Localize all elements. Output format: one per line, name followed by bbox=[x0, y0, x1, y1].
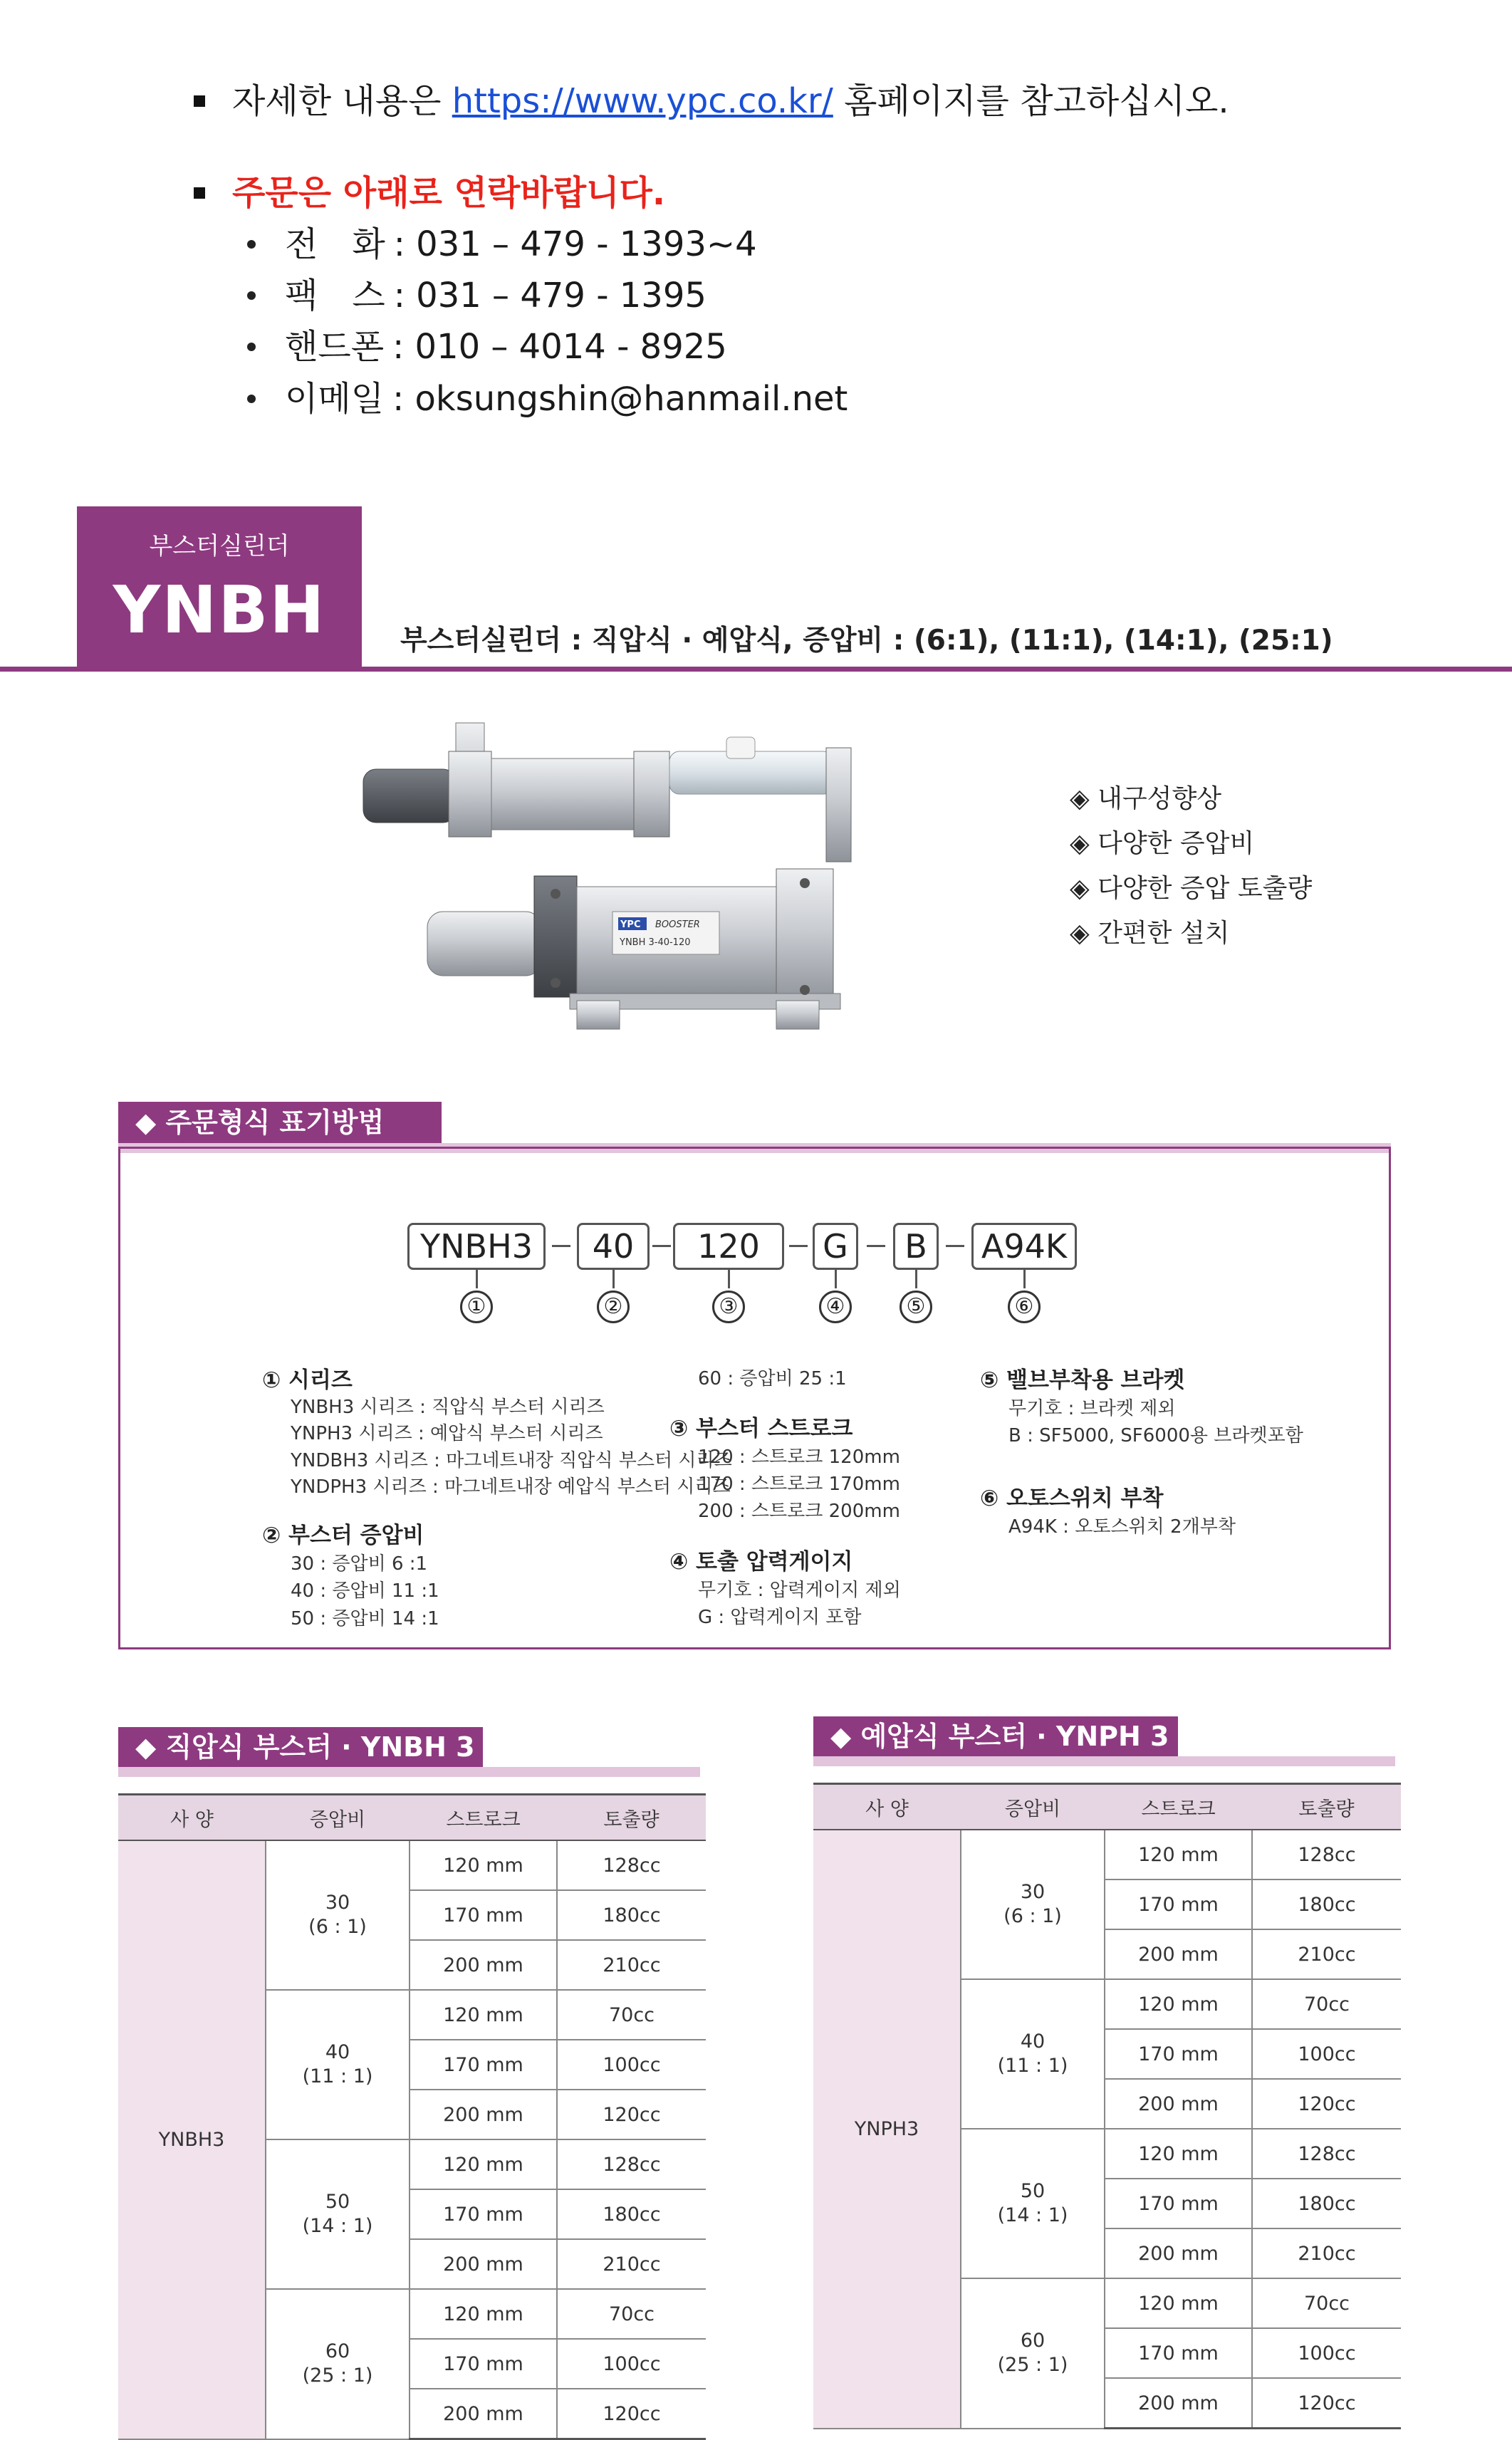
ratio-item: 50 : 증압비 14 :1 bbox=[291, 1608, 439, 1630]
code-part-number: ⑥ bbox=[1008, 1291, 1041, 1323]
contact-label: 팩 스 bbox=[285, 276, 385, 316]
code-separator-dash bbox=[652, 1245, 671, 1247]
round-bullet-icon bbox=[247, 395, 256, 403]
code-connector-line bbox=[612, 1270, 615, 1288]
output-volume-cell: 100cc bbox=[1252, 2328, 1401, 2378]
bracket-heading: ⑤ 밸브부착용 브라켓 bbox=[980, 1367, 1185, 1393]
series-item: YNDPH3 시리즈 : 마그네트내장 예압식 부스터 시리즈 bbox=[291, 1476, 731, 1498]
model-cell: YNPH3 bbox=[813, 1830, 961, 2429]
contact-label: 이메일 bbox=[285, 379, 385, 419]
stroke-cell: 170 mm bbox=[1105, 1879, 1252, 1929]
code-part-number: ⑤ bbox=[900, 1291, 932, 1323]
header-divider bbox=[0, 667, 1512, 672]
switch-heading: ⑥ 오토스위치 부착 bbox=[980, 1486, 1164, 1511]
column-header: 토출량 bbox=[557, 1795, 706, 1841]
column-header: 사 양 bbox=[118, 1795, 266, 1841]
column-header: 증압비 bbox=[961, 1784, 1105, 1830]
stroke-cell: 200 mm bbox=[410, 1940, 557, 1990]
stroke-cell: 170 mm bbox=[410, 1890, 557, 1940]
feature-item: ◈ 다양한 증압비 bbox=[1070, 829, 1255, 858]
round-bullet-icon bbox=[247, 291, 256, 300]
ratio-cell bbox=[266, 2289, 410, 2439]
ratio-fraction: (14 : 1) bbox=[302, 2215, 373, 2237]
preload-booster-title-bar bbox=[813, 1756, 1395, 1766]
product-description: 부스터실린더 : 직압식 · 예압식, 증압비 : (6:1), (11:1), (14:1), (25:1) bbox=[400, 625, 1333, 657]
code-connector-line bbox=[476, 1270, 478, 1288]
switch-item: A94K : 오토스위치 2개부착 bbox=[1008, 1516, 1236, 1538]
ratio-cell bbox=[961, 2278, 1105, 2429]
preload-booster-table bbox=[813, 1783, 1401, 2429]
contact-item bbox=[285, 377, 848, 420]
model-cell: YNBH3 bbox=[118, 1840, 266, 2439]
ratio-value: 40 bbox=[1020, 2030, 1046, 2053]
stroke-cell: 170 mm bbox=[1105, 2179, 1252, 2228]
stroke-cell: 120 mm bbox=[1105, 2129, 1252, 2179]
code-part-box: A94K bbox=[971, 1223, 1077, 1270]
stroke-cell: 200 mm bbox=[410, 2389, 557, 2439]
stroke-cell: 120 mm bbox=[410, 2139, 557, 2189]
output-volume-cell: 70cc bbox=[557, 2289, 706, 2339]
output-volume-cell: 128cc bbox=[557, 2139, 706, 2189]
contact-item bbox=[285, 325, 727, 368]
stroke-cell: 170 mm bbox=[410, 2339, 557, 2389]
ratio-value: 60 bbox=[1020, 2330, 1046, 2352]
table-header-row bbox=[118, 1795, 706, 1841]
direct-booster-title-bar bbox=[118, 1767, 700, 1777]
output-volume-cell: 128cc bbox=[557, 1840, 706, 1890]
table-row bbox=[118, 1840, 706, 1890]
column-header: 증압비 bbox=[266, 1795, 410, 1841]
output-volume-cell: 70cc bbox=[1252, 2278, 1401, 2328]
stroke-cell: 200 mm bbox=[1105, 2378, 1252, 2429]
output-volume-cell: 120cc bbox=[1252, 2079, 1401, 2129]
code-separator-dash bbox=[552, 1245, 570, 1247]
category-label: 부스터실린더 bbox=[149, 532, 290, 561]
code-part-box: B bbox=[893, 1223, 939, 1270]
stroke-cell: 170 mm bbox=[1105, 2029, 1252, 2079]
stroke-cell: 170 mm bbox=[410, 2040, 557, 2090]
contact-value: : 010 – 4014 - 8925 bbox=[392, 327, 727, 367]
series-item: YNDBH3 시리즈 : 마그네트내장 직압식 부스터 시리즈 bbox=[291, 1450, 732, 1471]
table-header-row bbox=[813, 1784, 1401, 1830]
round-bullet-icon bbox=[247, 240, 256, 249]
ratio-fraction: (6 : 1) bbox=[1003, 1905, 1062, 1927]
column-header: 스트로크 bbox=[1105, 1784, 1252, 1830]
ratio-item: 30 : 증압비 6 :1 bbox=[291, 1553, 428, 1575]
homepage-link[interactable]: https://www.ypc.co.kr/ bbox=[452, 81, 833, 121]
column-header: 사 양 bbox=[813, 1784, 961, 1830]
contact-value: : 031 – 479 - 1395 bbox=[393, 276, 707, 316]
column-header: 토출량 bbox=[1252, 1784, 1401, 1830]
output-volume-cell: 210cc bbox=[1252, 2228, 1401, 2278]
code-part-box: 40 bbox=[577, 1223, 650, 1270]
gauge-item: G : 압력게이지 포함 bbox=[698, 1607, 862, 1628]
output-volume-cell: 100cc bbox=[557, 2339, 706, 2389]
ratio-cell bbox=[961, 1830, 1105, 1979]
code-separator-dash bbox=[789, 1245, 808, 1247]
order-notice: 주문은 아래로 연락바랍니다. bbox=[232, 173, 666, 213]
ratio-cell bbox=[961, 1979, 1105, 2129]
direct-booster-table bbox=[118, 1793, 706, 2440]
ratio-fraction: (25 : 1) bbox=[302, 2365, 373, 2387]
direct-booster-title: ◆ 직압식 부스터 · YNBH 3 bbox=[118, 1727, 483, 1767]
contact-value: : oksungshin@hanmail.net bbox=[392, 379, 848, 419]
reference-prefix: 자세한 내용은 bbox=[232, 81, 442, 121]
output-volume-cell: 128cc bbox=[1252, 1830, 1401, 1879]
ratio-cell bbox=[266, 1840, 410, 1990]
ratio-fraction: (14 : 1) bbox=[997, 2204, 1068, 2226]
contact-item bbox=[285, 223, 757, 266]
ratio-fraction: (11 : 1) bbox=[302, 2065, 373, 2087]
output-volume-cell: 70cc bbox=[557, 1990, 706, 2040]
output-volume-cell: 180cc bbox=[1252, 2179, 1401, 2228]
round-bullet-icon bbox=[247, 343, 256, 351]
ratio-value: 40 bbox=[325, 2041, 350, 2063]
bracket-item: 무기호 : 브라켓 제외 bbox=[1008, 1398, 1176, 1419]
ratio-heading: ② 부스터 증압비 bbox=[262, 1523, 424, 1548]
output-volume-cell: 210cc bbox=[557, 1940, 706, 1990]
output-volume-cell: 100cc bbox=[557, 2040, 706, 2090]
output-volume-cell: 120cc bbox=[557, 2090, 706, 2139]
output-volume-cell: 210cc bbox=[1252, 1929, 1401, 1979]
gauge-heading: ④ 토출 압력게이지 bbox=[669, 1549, 853, 1575]
stroke-cell: 170 mm bbox=[410, 2189, 557, 2239]
ratio-item: 60 : 증압비 25 :1 bbox=[698, 1368, 847, 1390]
ratio-fraction: (25 : 1) bbox=[997, 2354, 1068, 2377]
code-separator-dash bbox=[946, 1245, 964, 1247]
stroke-cell: 200 mm bbox=[1105, 2228, 1252, 2278]
code-connector-line bbox=[728, 1270, 730, 1288]
stroke-cell: 120 mm bbox=[1105, 2278, 1252, 2328]
booster-cylinder-photo bbox=[342, 709, 855, 1036]
output-volume-cell: 100cc bbox=[1252, 2029, 1401, 2079]
stroke-heading: ③ 부스터 스트로크 bbox=[669, 1416, 853, 1441]
output-volume-cell: 120cc bbox=[557, 2389, 706, 2439]
ratio-fraction: (11 : 1) bbox=[997, 2055, 1068, 2077]
output-volume-cell: 180cc bbox=[557, 2189, 706, 2239]
reference-suffix: 홈페이지를 참고하십시오. bbox=[844, 81, 1229, 121]
series-heading: ① 시리즈 bbox=[262, 1367, 353, 1393]
stroke-item: 200 : 스트로크 200mm bbox=[698, 1501, 900, 1522]
preload-booster-title: ◆ 예압식 부스터 · YNPH 3 bbox=[813, 1716, 1178, 1756]
stroke-cell: 120 mm bbox=[410, 1840, 557, 1890]
code-connector-line bbox=[1023, 1270, 1026, 1288]
reference-line bbox=[232, 80, 1229, 122]
table-row bbox=[813, 1830, 1401, 1879]
stroke-cell: 120 mm bbox=[1105, 1979, 1252, 2029]
bracket-item: B : SF5000, SF6000용 브라켓포함 bbox=[1008, 1425, 1303, 1446]
output-volume-cell: 128cc bbox=[1252, 2129, 1401, 2179]
ratio-cell bbox=[961, 2129, 1105, 2278]
contact-value: : 031 – 479 - 1393~4 bbox=[393, 224, 757, 264]
ratio-fraction: (6 : 1) bbox=[308, 1916, 367, 1938]
label-text: BOOSTER bbox=[655, 919, 700, 930]
stroke-cell: 200 mm bbox=[410, 2090, 557, 2139]
feature-item: ◈ 간편한 설치 bbox=[1070, 919, 1230, 948]
code-part-box: 120 bbox=[673, 1223, 784, 1270]
code-part-box: YNBH3 bbox=[407, 1223, 546, 1270]
output-volume-cell: 180cc bbox=[1252, 1879, 1401, 1929]
output-volume-cell: 70cc bbox=[1252, 1979, 1401, 2029]
ratio-value: 30 bbox=[1020, 1881, 1046, 1903]
ratio-value: 60 bbox=[325, 2340, 350, 2363]
ratio-cell bbox=[266, 2139, 410, 2289]
label-model: YNBH 3-40-120 bbox=[620, 937, 691, 948]
output-volume-cell: 210cc bbox=[557, 2239, 706, 2289]
stroke-cell: 120 mm bbox=[410, 2289, 557, 2339]
stroke-cell: 200 mm bbox=[1105, 1929, 1252, 1979]
code-part-number: ③ bbox=[712, 1291, 745, 1323]
output-volume-cell: 120cc bbox=[1252, 2378, 1401, 2429]
feature-item: ◈ 다양한 증압 토출량 bbox=[1070, 874, 1313, 903]
contact-item bbox=[285, 274, 707, 317]
stroke-cell: 200 mm bbox=[410, 2239, 557, 2289]
ratio-value: 30 bbox=[325, 1892, 350, 1914]
product-title-box bbox=[77, 506, 362, 669]
code-part-box: G bbox=[813, 1223, 858, 1270]
model-title: YNBH bbox=[113, 572, 326, 648]
square-bullet-icon bbox=[194, 187, 205, 199]
contact-label: 핸드폰 bbox=[285, 327, 385, 367]
ratio-item: 40 : 증압비 11 :1 bbox=[291, 1580, 439, 1602]
ratio-value: 50 bbox=[325, 2191, 350, 2213]
ratio-value: 50 bbox=[1020, 2180, 1046, 2202]
stroke-cell: 170 mm bbox=[1105, 2328, 1252, 2378]
series-item: YNBH3 시리즈 : 직압식 부스터 시리즈 bbox=[291, 1397, 605, 1418]
gauge-item: 무기호 : 압력게이지 제외 bbox=[698, 1580, 901, 1601]
feature-item: ◈ 내구성향상 bbox=[1070, 784, 1222, 813]
square-bullet-icon bbox=[194, 95, 205, 107]
contact-label: 전 화 bbox=[285, 224, 385, 264]
output-volume-cell: 180cc bbox=[557, 1890, 706, 1940]
code-connector-line bbox=[835, 1270, 837, 1288]
code-part-number: ④ bbox=[819, 1291, 852, 1323]
series-item: YNPH3 시리즈 : 예압식 부스터 시리즈 bbox=[291, 1423, 603, 1444]
order-code-title: ◆ 주문형식 표기방법 bbox=[118, 1102, 442, 1143]
stroke-item: 170 : 스트로크 170mm bbox=[698, 1474, 900, 1495]
code-part-number: ② bbox=[597, 1291, 630, 1323]
code-part-number: ① bbox=[460, 1291, 493, 1323]
stroke-cell: 120 mm bbox=[1105, 1830, 1252, 1879]
code-connector-line bbox=[915, 1270, 917, 1288]
label-brand: YPC bbox=[620, 919, 641, 930]
ratio-cell bbox=[266, 1990, 410, 2139]
stroke-cell: 200 mm bbox=[1105, 2079, 1252, 2129]
code-separator-dash bbox=[867, 1245, 885, 1247]
stroke-cell: 120 mm bbox=[410, 1990, 557, 2040]
column-header: 스트로크 bbox=[410, 1795, 557, 1841]
stroke-item: 120 : 스트로크 120mm bbox=[698, 1446, 900, 1468]
